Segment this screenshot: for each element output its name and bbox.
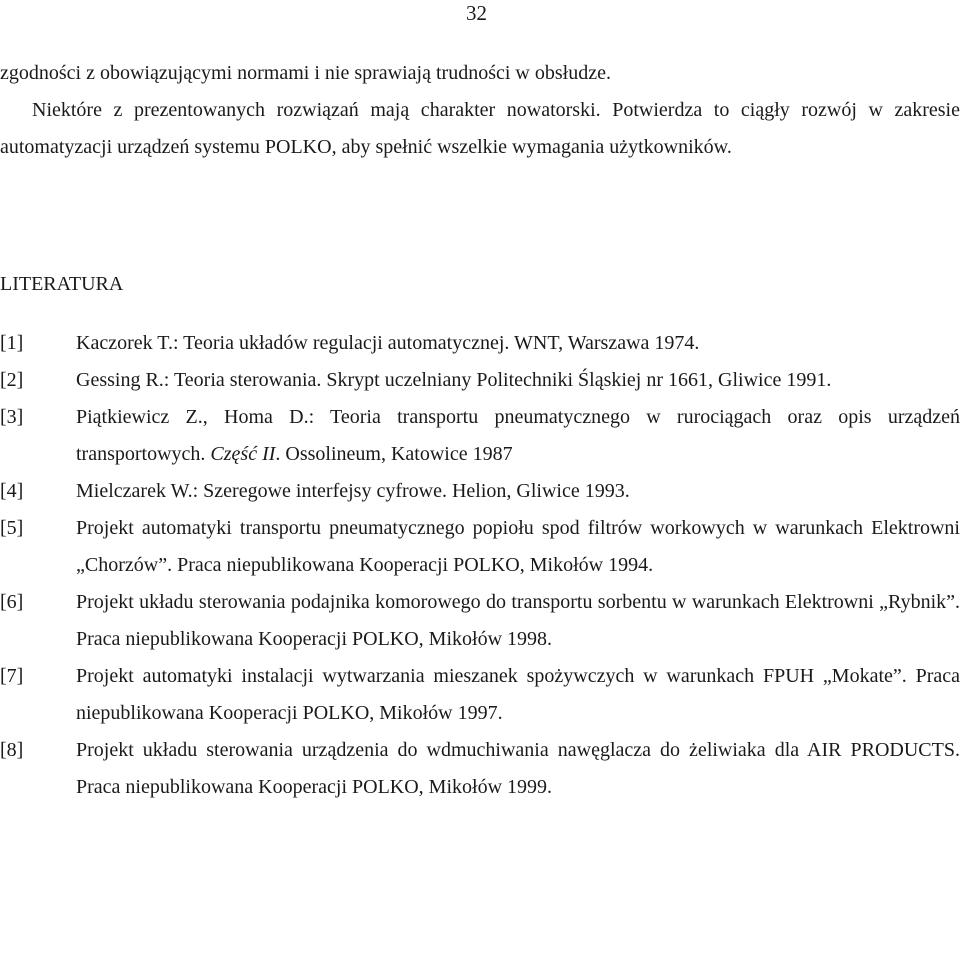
reference-item (0, 658, 960, 732)
reference-text (76, 399, 960, 473)
reference-item (0, 473, 960, 510)
reference-number: [5] (0, 517, 24, 539)
reference-list (0, 325, 960, 806)
reference-text: Projekt układu sterowania urządzenia do wdmuchiwania nawęglacza do żeliwiaka dla AIR PRODUCTS. Praca niepublikowana Kooperacji POLKO, Mikołów 1999. (76, 739, 960, 798)
reference-number: [8] (0, 739, 24, 761)
reference-text: Mielczarek W.: Szeregowe interfejsy cyfrowe. Helion, Gliwice 1993. (76, 480, 630, 502)
reference-text-part: Piątkiewicz Z., Homa D.: Teoria transportu pneumatycznego w rurociągach oraz opis urządzeń transportowych. (76, 406, 960, 465)
section-heading: LITERATURA (0, 273, 124, 295)
body-paragraph: Niektóre z prezentowanych rozwiązań mają charakter nowatorski. Potwierdza to ciągły rozwój w zakresie automatyzacji urządzeń systemu POLKO, aby spełnić wszelkie wymagania użytkowników. (0, 99, 960, 158)
reference-item (0, 399, 960, 473)
reference-text: Projekt automatyki transportu pneumatycznego popiołu spod filtrów workowych w warunkach Elektrowni „Chorzów”. Praca niepublikowana Kooperacji POLKO, Mikołów 1994. (76, 517, 960, 576)
reference-item (0, 584, 960, 658)
page-number: 32 (466, 1, 487, 25)
reference-number: [1] (0, 332, 24, 354)
reference-volume-italic: Część II (210, 443, 276, 465)
reference-number: [6] (0, 591, 24, 613)
body-paragraph: zgodności z obowiązującymi normami i nie sprawiają trudności w obsłudze. (0, 62, 611, 84)
reference-item (0, 325, 960, 362)
reference-number: [3] (0, 406, 24, 428)
reference-text: Gessing R.: Teoria sterowania. Skrypt uczelniany Politechniki Śląskiej nr 1661, Gliwice 1991. (76, 369, 832, 391)
reference-item (0, 362, 960, 399)
reference-text: Projekt układu sterowania podajnika komorowego do transportu sorbentu w warunkach Elektrowni „Rybnik”. Praca niepublikowana Kooperacji POLKO, Mikołów 1998. (76, 591, 960, 650)
reference-text: Kaczorek T.: Teoria układów regulacji automatycznej. WNT, Warszawa 1974. (76, 332, 700, 354)
reference-number: [4] (0, 480, 24, 502)
reference-text-part: . Ossolineum, Katowice 1987 (275, 443, 513, 465)
reference-item (0, 510, 960, 584)
reference-number: [2] (0, 369, 24, 391)
reference-item (0, 732, 960, 806)
reference-number: [7] (0, 665, 24, 687)
reference-text: Projekt automatyki instalacji wytwarzania mieszanek spożywczych w warunkach FPUH „Mokate”. Praca niepublikowana Kooperacji POLKO, Mikołów 1997. (76, 665, 960, 724)
